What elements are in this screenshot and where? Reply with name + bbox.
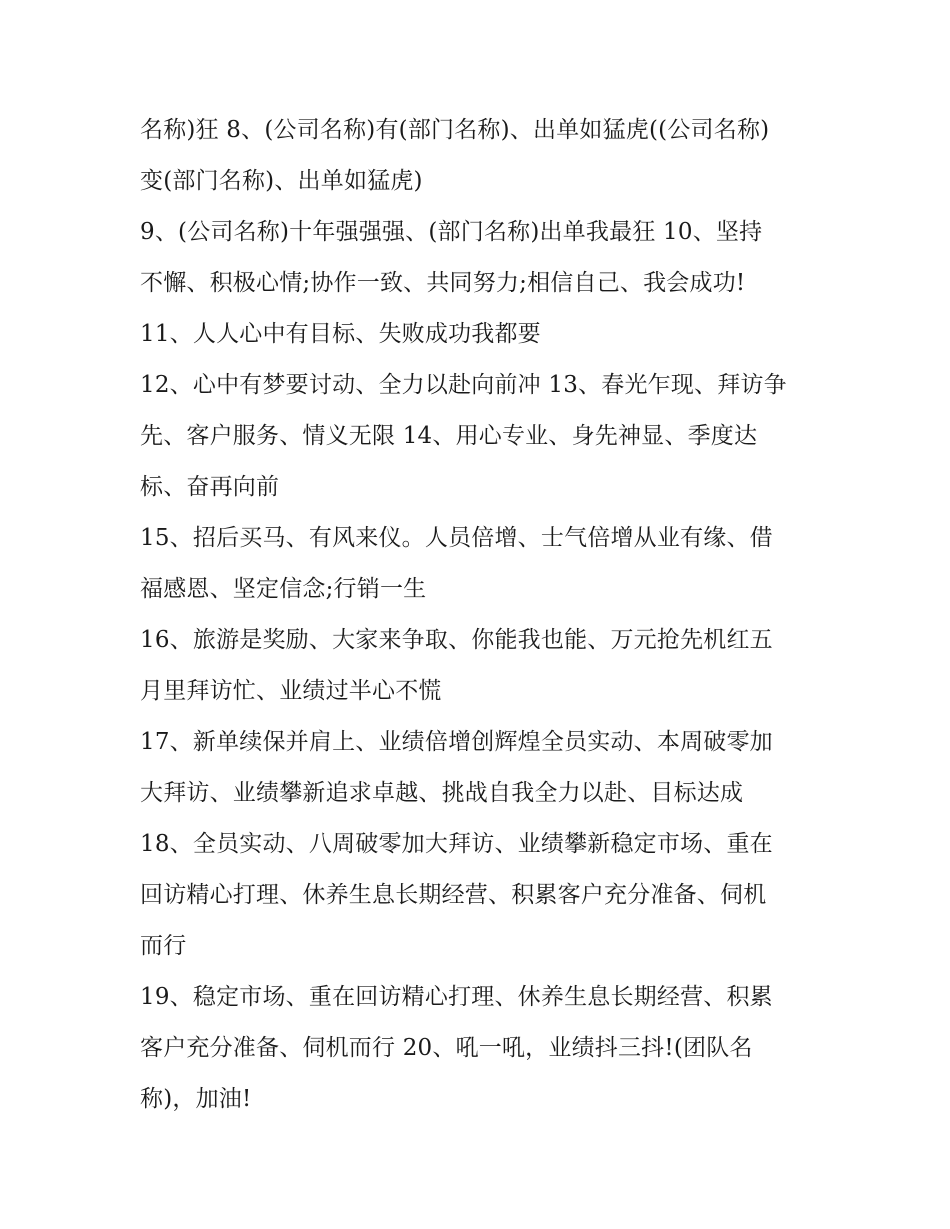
text-line: 客户充分准备、伺机而行 20、吼一吼，业绩抖三抖!(团队名: [140, 1035, 753, 1061]
text-line: 15、招后买马、有风来仪。人员倍增、士气倍增从业有缘、借: [140, 525, 773, 551]
text-line: 标、奋再向前: [140, 474, 280, 500]
text-line: 12、心中有梦要讨动、全力以赴向前冲 13、春光乍现、拜访争: [140, 372, 787, 398]
text-line: 9、(公司名称)十年强强强、(部门名称)出单我最狂 10、坚持: [140, 219, 763, 245]
text-line: 19、稳定市场、重在回访精心打理、休养生息长期经营、积累: [140, 984, 773, 1010]
text-line: 大拜访、业绩攀新追求卓越、挑战自我全力以赴、目标达成: [140, 780, 744, 806]
text-line: 18、全员实动、八周破零加大拜访、业绩攀新稳定市场、重在: [140, 831, 773, 857]
text-line: 11、人人心中有目标、失败成功我都要: [140, 321, 541, 347]
text-line: 名称)狂 8、(公司名称)有(部门名称)、出单如猛虎((公司名称): [140, 117, 770, 143]
text-line: 不懈、积极心情;协作一致、共同努力;相信自己、我会成功!: [140, 270, 746, 296]
document-body: [140, 105, 820, 1125]
text-line: 16、旅游是奖励、大家来争取、你能我也能、万元抢先机红五: [140, 627, 773, 653]
text-line: 福感恩、坚定信念;行销一生: [140, 576, 427, 602]
text-line: 称)，加油!: [140, 1086, 252, 1112]
text-line: 17、新单续保并肩上、业绩倍增创辉煌全员实动、本周破零加: [140, 729, 773, 755]
text-line: 回访精心打理、休养生息长期经营、积累客户充分准备、伺机: [140, 882, 767, 908]
text-line: 月里拜访忙、业绩过半心不慌: [140, 678, 442, 704]
text-line: 变(部门名称)、出单如猛虎): [140, 168, 423, 194]
text-line: 先、客户服务、情义无限 14、用心专业、身先神显、季度达: [140, 423, 758, 449]
text-line: 而行: [140, 933, 187, 959]
